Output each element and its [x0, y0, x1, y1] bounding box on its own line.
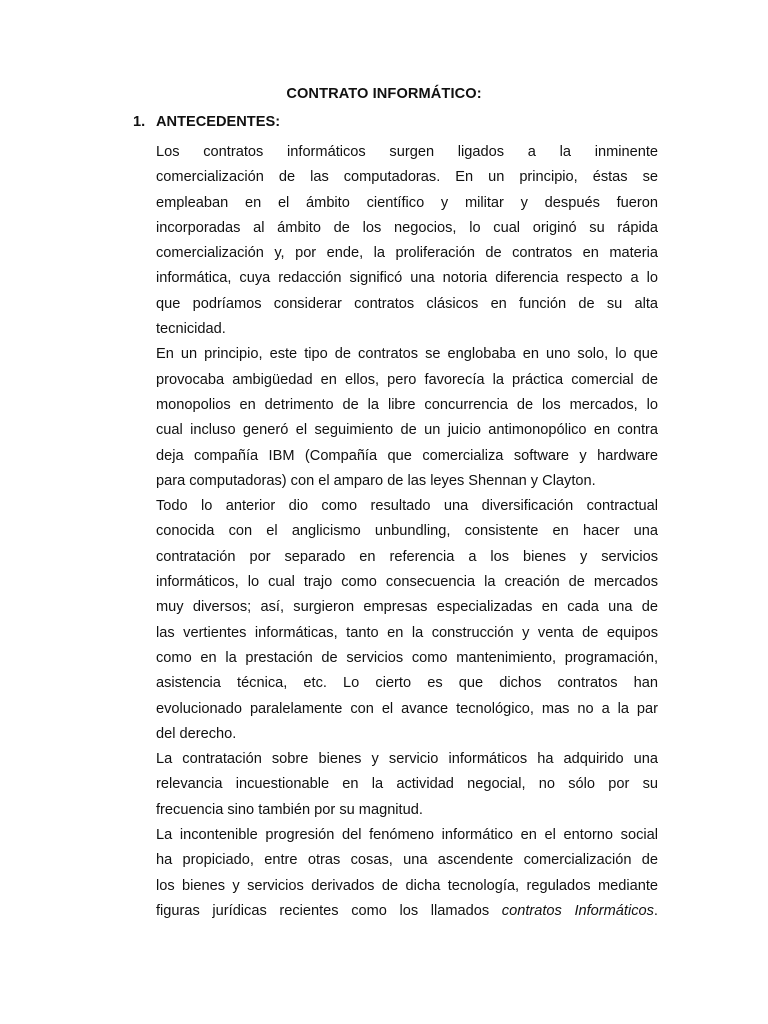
final-line-period: . [653, 902, 658, 919]
paragraph [156, 494, 658, 747]
paragraph-line: ha propiciado, entre otras cosas, una ascendente comercialización de [156, 852, 658, 869]
paragraph-line: tecnicidad. [156, 321, 226, 338]
paragraph-line: evolucionado paralelamente con el avance tecnológico, mas no a la par [156, 700, 658, 717]
section-heading [133, 113, 280, 131]
paragraph-line: comercialización y, por ende, la proliferación de contratos en materia [156, 245, 658, 262]
paragraph-line: Los contratos informáticos surgen ligados a la inminente [156, 144, 658, 160]
paragraph-line-final [156, 899, 658, 924]
document-body [156, 140, 658, 924]
paragraph-line: para computadoras) con el amparo de las leyes Shennan y Clayton. [156, 472, 596, 489]
paragraph [156, 342, 658, 494]
paragraph-line: asistencia técnica, etc. Lo cierto es que dichos contratos han [156, 675, 658, 692]
paragraph-line: del derecho. [156, 725, 237, 742]
paragraph-line: que podríamos considerar contratos clásicos en función de su alta [156, 295, 658, 312]
paragraph-line: muy diversos; así, surgieron empresas especializadas en cada una de [156, 599, 658, 616]
paragraph-line: como en la prestación de servicios como mantenimiento, programación, [156, 649, 658, 666]
paragraph-line: En un principio, este tipo de contratos se englobaba en uno solo, lo que [156, 346, 658, 363]
paragraph-line: informática, cuya redacción significó una notoria diferencia respecto a lo [156, 270, 658, 287]
paragraph-line: La contratación sobre bienes y servicio informáticos ha adquirido una [156, 751, 658, 768]
paragraph-line: empleaban en el ámbito científico y militar y después fueron [156, 194, 658, 211]
paragraph-line: Todo lo anterior dio como resultado una diversificación contractual [156, 498, 658, 515]
paragraph-line: los bienes y servicios derivados de dicha tecnología, regulados mediante [156, 877, 658, 894]
final-line-emphasis: contratos Informáticos [501, 902, 654, 919]
paragraph-line: cual incluso generó el seguimiento de un juicio antimonopólico en contra [156, 422, 658, 439]
paragraph [156, 823, 658, 899]
section-title: ANTECEDENTES: [156, 114, 281, 130]
paragraph-line: frecuencia sino también por su magnitud. [156, 801, 423, 818]
paragraph-line: contratación por separado en referencia a los bienes y servicios [156, 548, 658, 565]
paragraph-line: comercialización de las computadoras. En un principio, éstas se [156, 169, 658, 186]
final-line-text: figuras jurídicas recientes como los llamados [156, 902, 490, 919]
paragraph-line: provocaba ambigüedad en ellos, pero favorecía la práctica comercial de [156, 371, 658, 388]
paragraph [156, 140, 658, 342]
paragraph-line: monopolios en detrimento de la libre concurrencia de los mercados, lo [156, 396, 658, 413]
paragraph-line: La incontenible progresión del fenómeno informático en el entorno social [156, 827, 658, 844]
document-title: CONTRATO INFORMÁTICO: [286, 86, 482, 102]
paragraph-line: relevancia incuestionable en la actividad negocial, no sólo por su [156, 776, 658, 793]
paragraph-line: deja compañía IBM (Compañía que comercializa software y hardware [156, 447, 658, 464]
section-number: 1. [133, 114, 146, 130]
paragraph-line: las vertientes informáticas, tanto en la construcción y venta de equipos [156, 624, 658, 641]
paragraph [156, 747, 658, 823]
paragraph-line: informáticos, lo cual trajo como consecuencia la creación de mercados [156, 574, 658, 591]
paragraph-line: incorporadas al ámbito de los negocios, lo cual originó su rápida [156, 219, 658, 236]
paragraph-line: conocida con el anglicismo unbundling, consistente en hacer una [156, 523, 658, 540]
